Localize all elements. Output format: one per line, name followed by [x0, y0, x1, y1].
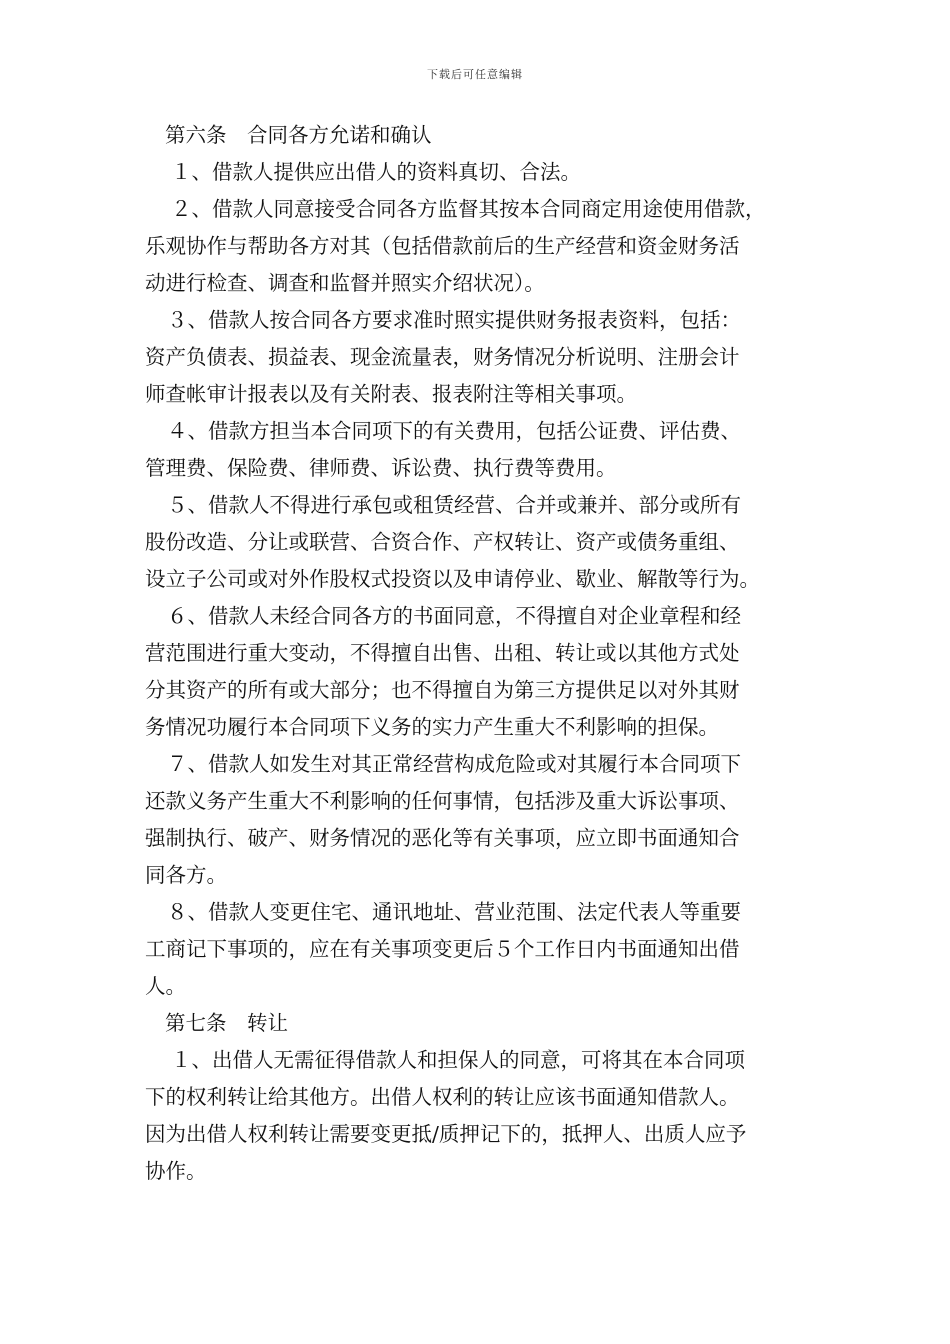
paragraph-line: １、借款人提供应出借人的资料真切、合法。 [171, 160, 581, 184]
paragraph-line: 管理费、保险费、律师费、诉讼费、执行费等费用。 [145, 456, 617, 480]
paragraph-line: １、出借人无需征得借款人和担保人的同意，可将其在本合同项 [171, 1048, 745, 1072]
paragraph-line: ７、借款人如发生对其正常经营构成危险或对其履行本合同项下 [167, 752, 741, 776]
paragraph-line: 工商记下事项的，应在有关事项变更后５个工作日内书面通知出借 [145, 937, 740, 961]
section-heading-7: 第七条 转让 [165, 1011, 288, 1035]
paragraph-line: 同各方。 [145, 863, 227, 887]
paragraph-line: 下的权利转让给其他方。出借人权利的转让应该书面通知借款人。 [145, 1085, 740, 1109]
paragraph-line: 师查帐审计报表以及有关附表、报表附注等相关事项。 [145, 382, 637, 406]
paragraph-line: 营范围进行重大变动，不得擅自出售、出租、转让或以其他方式处 [145, 641, 740, 665]
paragraph-line: 乐观协作与帮助各方对其（包括借款前后的生产经营和资金财务活 [145, 234, 740, 258]
paragraph-line: 股份改造、分让或联营、合资合作、产权转让、资产或债务重组、 [145, 530, 740, 554]
paragraph-line: 因为出借人权利转让需要变更抵/质押记下的，抵押人、出质人应予 [145, 1122, 747, 1146]
paragraph-line: 动进行检查、调查和监督并照实介绍状况）。 [145, 271, 545, 295]
paragraph-line: 还款义务产生重大不利影响的任何事情，包括涉及重大诉讼事项、 [145, 789, 740, 813]
paragraph-line: 协作。 [145, 1159, 207, 1183]
paragraph-line: 务情况功履行本合同项下义务的实力产生重大不利影响的担保。 [145, 715, 719, 739]
paragraph-line: 强制执行、破产、财务情况的恶化等有关事项，应立即书面通知合 [145, 826, 740, 850]
paragraph-line: ６、借款人未经合同各方的书面同意，不得擅自对企业章程和经 [167, 604, 741, 628]
header-note: 下载后可任意编辑 [427, 68, 523, 81]
paragraph-line: 资产负债表、损益表、现金流量表，财务情况分析说明、注册会计 [145, 345, 740, 369]
paragraph-line: ２、借款人同意接受合同各方监督其按本合同商定用途使用借款， [171, 197, 766, 221]
paragraph-line: ８、借款人变更住宅、通讯地址、营业范围、法定代表人等重要 [167, 900, 741, 924]
document-body [145, 117, 825, 1190]
paragraph-line: 人。 [145, 974, 186, 998]
paragraph-line: 设立子公司或对外作股权式投资以及申请停业、歇业、解散等行为。 [145, 567, 760, 591]
paragraph-line: ５、借款人不得进行承包或租赁经营、合并或兼并、部分或所有 [167, 493, 741, 517]
paragraph-line: ４、借款方担当本合同项下的有关费用，包括公证费、评估费、 [167, 419, 741, 443]
paragraph-line: ３、借款人按合同各方要求准时照实提供财务报表资料，包括： [167, 308, 741, 332]
paragraph-line: 分其资产的所有或大部分；也不得擅自为第三方提供足以对外其财 [145, 678, 740, 702]
section-heading-6: 第六条 合同各方允诺和确认 [165, 123, 432, 147]
